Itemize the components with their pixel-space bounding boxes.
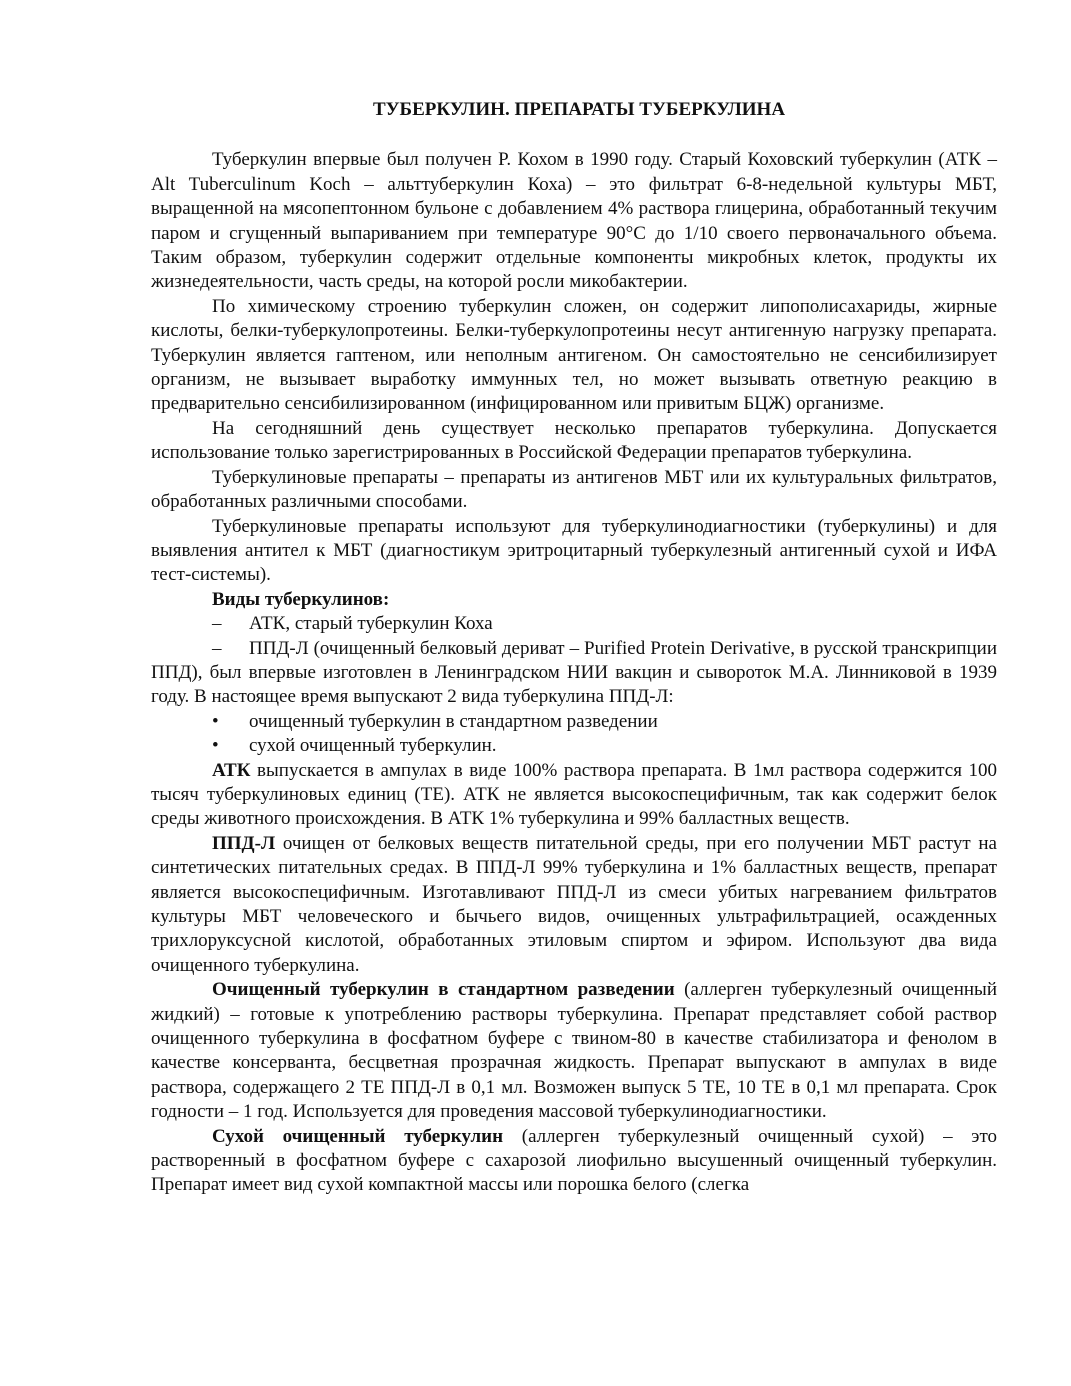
paragraph-history: Туберкулин впервые был получен Р. Кохом в 1990 году. Старый Коховский туберкулин (АТК – Alt Tuberculinum Koch – альттуберкулин Коха) – это фильтрат 6-8-недельной культуры МБТ, выращенной на мясопептонном бульоне с добавлением 4% раствора глицерина, обработанный текучим паром и сгущенный выпариванием при температуре 90°С до 1/10 своего первоначального объема. Таким образом, туберкулин содержит отдельные компоненты микробных клеток, продукты их жизнедеятельности, часть среды, на которой росли микобактерии. bbox=[151, 149, 997, 293]
paragraph-atk bbox=[151, 759, 997, 832]
bullet-item bbox=[151, 734, 997, 758]
list-item-text: АТК, старый туберкулин Коха bbox=[249, 613, 493, 635]
list-item bbox=[151, 612, 997, 636]
paragraph-standard-dilution-text: (аллерген туберкулезный очищенный жидкий) – готовые к употреблению растворы туберкулина. Препарат представляет собой раствор очищенного туберкулина в фосфатном буфере с твином-80 в качестве стабилизатора и фенолом в качестве консерванта, бесцветная прозрачная жидкость. Препарат выпускают в ампулах в виде раствора, содержащего 2 ТЕ ППД-Л в 0,1 мл. Возможен выпуск 5 ТЕ, 10 ТЕ в 0,1 мл препарата. Срок годности – 1 год. Используется для проведения массовой туберкулинодиагностики. bbox=[151, 979, 997, 1123]
bullet-item-text: очищенный туберкулин в стандартном разведении bbox=[249, 710, 658, 732]
dash-marker: – bbox=[212, 613, 222, 635]
paragraph-chemistry: По химическому строению туберкулин сложен, он содержит липополисахариды, жирные кислоты, белки-туберкулопротеины. Белки-туберкулопротеины несут антигенную нагрузку препарата. Туберкулин является гаптеном, или неполным антигеном. Он самостоятельно не сенсибилизирует организм, не вызывает выработку иммунных тел, но может вызывать ответную реакцию в предварительно сенсибилизированном (инфицированном или привитым БЦЖ) организме. bbox=[151, 295, 997, 415]
paragraph-dry-tuberculin-text: (аллерген туберкулезный очищенный сухой) – это растворенный в фосфатном буфере с сахарозой лиофильно высушенный очищенный туберкулин. Препарат имеет вид сухой компактной массы или порошка белого (слегка bbox=[151, 1125, 997, 1196]
list-item bbox=[151, 637, 997, 710]
paragraph-dry-tuberculin bbox=[151, 1125, 997, 1198]
dash-marker: – bbox=[212, 637, 222, 659]
term-standard-dilution: Очищенный туберкулин в стандартном разведении bbox=[212, 979, 675, 1001]
paragraph-registered: На сегодняшний день существует несколько препаратов туберкулина. Допускается использование только зарегистрированных в Российской Федерации препаратов туберкулина. bbox=[151, 417, 997, 464]
term-ppd: ППД-Л bbox=[212, 832, 276, 854]
term-dry-tuberculin: Сухой очищенный туберкулин bbox=[212, 1125, 504, 1147]
paragraph-preparations: Туберкулиновые препараты – препараты из антигенов МБТ или их культуральных фильтратов, обработанных различными способами. bbox=[151, 466, 997, 513]
document-page bbox=[151, 98, 997, 1198]
paragraph-atk-text: выпускается в ампулах в виде 100% раствора препарата. В 1мл раствора содержится 100 тысяч туберкулиновых единиц (ТЕ). АТК не является высокоспецифичным, так как содержит белок среды животного происхождения. В АТК 1% туберкулина и 99% балластных веществ. bbox=[151, 759, 997, 830]
bullet-marker: • bbox=[212, 710, 219, 732]
bullet-marker: • bbox=[212, 735, 219, 757]
types-heading: Виды туберкулинов: bbox=[212, 588, 390, 610]
term-atk: АТК bbox=[212, 759, 251, 781]
paragraph-standard-dilution bbox=[151, 978, 997, 1124]
paragraph-ppd bbox=[151, 832, 997, 978]
paragraph-ppd-text: очищен от белковых веществ питательной среды, при его получении МБТ растут на синтетических питательных средах. В ППД-Л 99% туберкулина и 1% балластных веществ, препарат является высокоспецифичным. Изготавливают ППД-Л из смеси убитых нагреванием фильтратов культуры МБТ человеческого и бычьего видов, очищенных ультрафильтрацией, осажденных трихлоруксусной кислотой, обработанных этиловым спиртом и эфиром. Используют два вида очищенного туберкулина. bbox=[151, 832, 997, 976]
bullet-item-text: сухой очищенный туберкулин. bbox=[249, 735, 497, 757]
list-item-text: ППД-Л (очищенный белковый дериват – Purified Protein Derivative, в русской транскрипции ППД), был впервые изготовлен в Ленинградском НИИ вакцин и сывороток М.А. Линниковой в 1939 году. В настоящее время выпускают 2 вида туберкулина ППД-Л: bbox=[151, 637, 997, 708]
paragraph-usage: Туберкулиновые препараты используют для туберкулинодиагностики (туберкулины) и для выявления антител к МБТ (диагностикум эритроцитарный туберкулезный антигенный сухой и ИФА тест-системы). bbox=[151, 515, 997, 586]
bullet-item bbox=[151, 710, 997, 734]
document-title: ТУБЕРКУЛИН. ПРЕПАРАТЫ ТУБЕРКУЛИНА bbox=[372, 99, 786, 120]
